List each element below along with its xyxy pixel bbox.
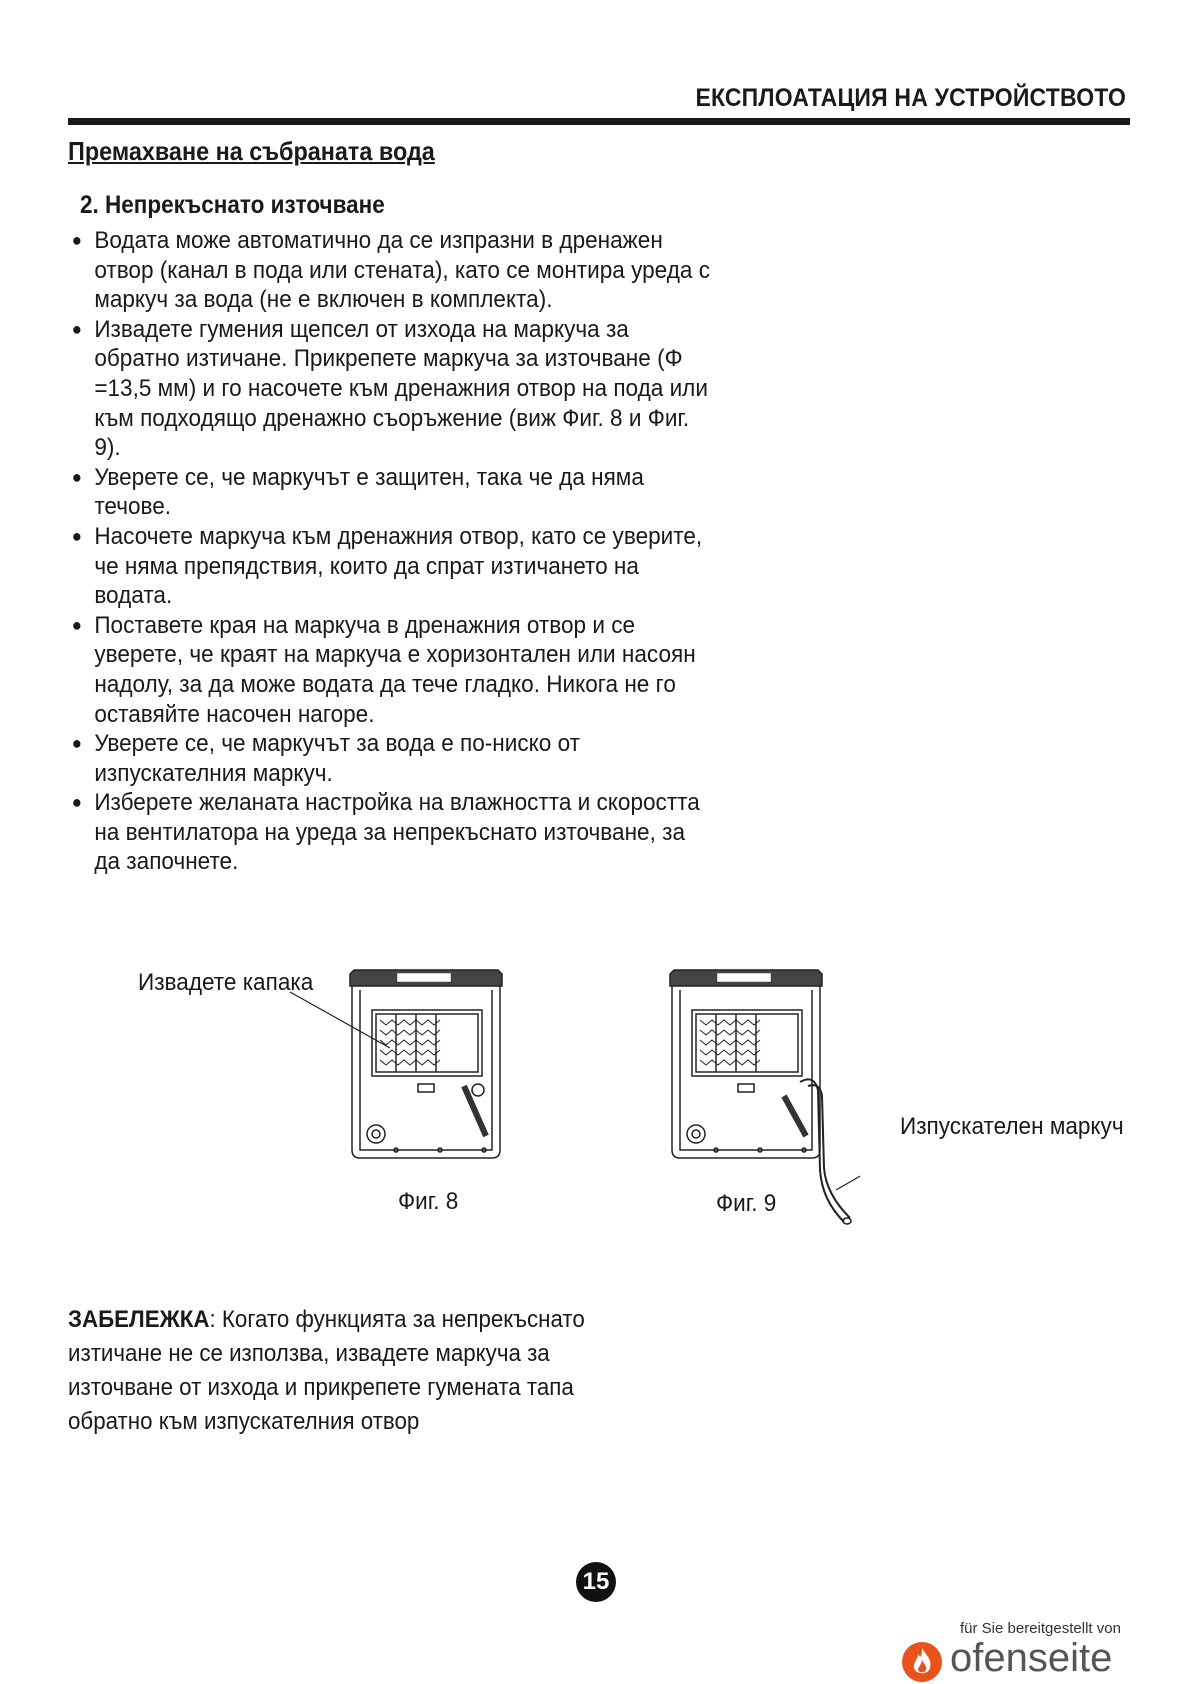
subsection-title: 2. Непрекъснато източване	[80, 191, 385, 219]
note-label: ЗАБЕЛЕЖКА	[68, 1306, 210, 1333]
bullet-icon: ●	[71, 318, 82, 339]
header-title: ЕКСПЛОАТАЦИЯ НА УСТРОЙСТВОТО	[695, 84, 1126, 112]
bullet-icon: ●	[71, 525, 82, 546]
bullet-icon: ●	[71, 792, 82, 813]
list-item	[68, 611, 717, 729]
bullet-text: Изберете желаната настройка на влажността и скоростта на вентилатора на уреда за непрекъснато източване, за да започнете.	[94, 789, 700, 876]
bullet-icon: ●	[71, 733, 82, 754]
provided-by-text: für Sie bereitgestellt von	[960, 1620, 1121, 1637]
list-item	[68, 788, 717, 877]
bullet-text: Уверете се, че маркучът за вода е по-ниско от изпускателния маркуч.	[94, 730, 580, 787]
header-rule	[68, 118, 1130, 125]
fig9-label: Фиг. 9	[716, 1190, 777, 1217]
note-paragraph	[68, 1303, 626, 1439]
bullet-text: Водата може автоматично да се изпразни в дренажен отвор (канал в пода или стената), като се монтира уреда с маркуч за вода (не е включен в комплекта).	[94, 227, 710, 314]
list-item	[68, 463, 717, 522]
list-item	[68, 315, 717, 463]
bullet-text: Извадете гумения щепсел от изхода на маркуча за обратно изтичане. Прикрепете маркуча за източване (Φ =13,5 мм) и го насочете към дренажния отвор на пода или към подходящо дренажно съоръжение (виж Фиг. 8 и Фиг. 9).	[94, 315, 708, 462]
brand-name: ofenseite	[950, 1636, 1113, 1680]
fig8-callout: Извадете капака	[138, 969, 314, 996]
bullet-icon: ●	[71, 466, 82, 487]
fig9-callout: Изпускателен маркуч	[900, 1113, 1124, 1140]
bullet-list	[68, 226, 758, 877]
list-item	[68, 226, 717, 315]
bullet-icon: ●	[71, 230, 82, 250]
bullet-text: Насочете маркуча към дренажния отвор, като се уверите, че няма препядствия, които да спрат изтичането на водата.	[94, 522, 703, 610]
fig8-dehumidifier-illustration	[280, 960, 520, 1180]
note-text: : Когато функцията за непрекъснато изтичане не се използва, извадете маркуча за източване от изхода и прикрепете гумената тапа обратно към изпускателния отвор	[68, 1306, 585, 1435]
bullet-text: Поставете края на маркуча в дренажния отвор и се уверете, че краят на маркуча е хоризонтален или насоян надолу, за да може водата да тече гладко. Никога не го оставяйте насочен нагоре.	[94, 611, 696, 728]
bullet-text: Уверете се, че маркучът е защитен, така че да няма течове.	[94, 463, 644, 521]
list-item	[68, 522, 717, 611]
bullet-icon: ●	[71, 614, 82, 635]
fig8-label: Фиг. 8	[398, 1188, 459, 1215]
flame-icon	[900, 1640, 944, 1684]
page-number: 15	[576, 1562, 616, 1602]
section-title: Премахване на събраната вода	[68, 136, 435, 166]
list-item	[68, 729, 717, 788]
